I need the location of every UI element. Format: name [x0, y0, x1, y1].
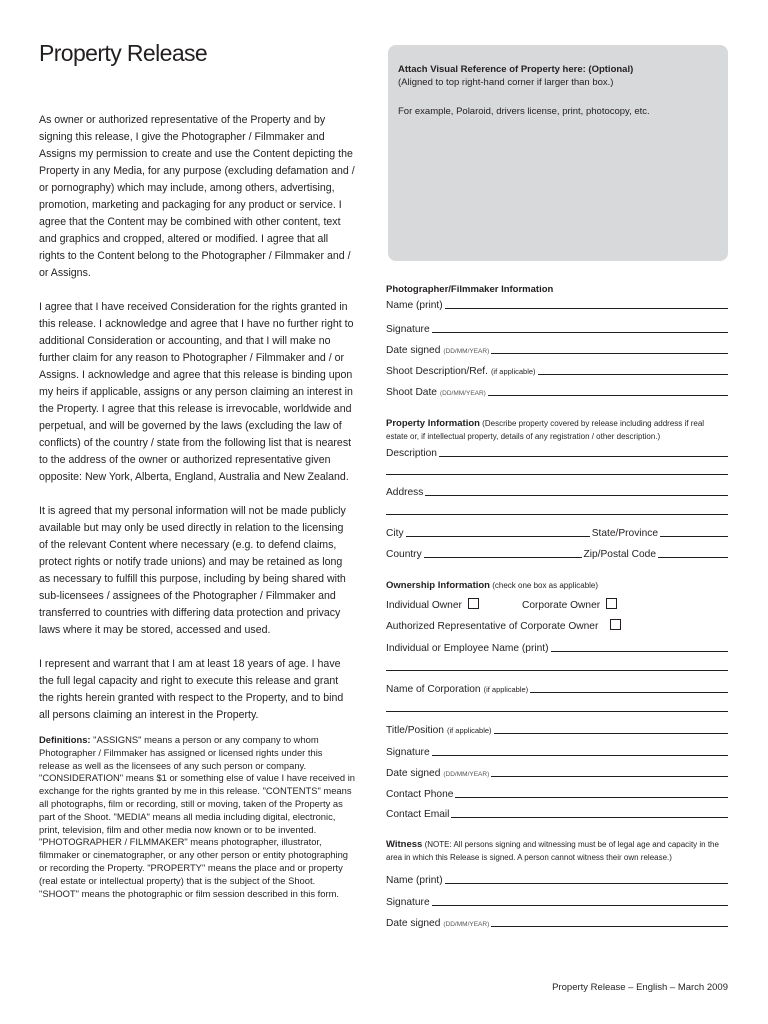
title-position-note: (if applicable) — [446, 726, 492, 735]
employee-name-line-2[interactable] — [386, 670, 728, 671]
country-label: Country — [386, 549, 422, 560]
attach-box-subtitle: (Aligned to top right-hand corner if larger than box.) — [398, 77, 614, 88]
terms-paragraph-privacy: It is agreed that my personal information will not be made publicly available but may only be used directly in relation to the licensing of the relevant Content where necessary (e.g. to defend claims, protect rights or notify trade unions) and may be retained as long as necessary to fulfill this purpose, including by being shared with sub-licensees / assignees of the Photographer / Filmmaker and transferred to countries with differing data protection and privacy laws where it may be stored, accessed and used. — [39, 505, 346, 636]
witness-date-field[interactable] — [386, 915, 728, 929]
definitions-text: "ASSIGNS" means a person or any company to whom Photographer / Filmmaker has assigned or licensed rights under this release as well as the licensees of any such person or company. "CONSIDERATION" means $1 or something else of value I have received in exchange for the rights granted by me in this release. "CONTENTS" means all photographs, film or recording, still or moving, taken of the Property as part of the Shoot. "MEDIA" means all media including digital, electronic, print, television, film and other media now known or to be invented. "PHOTOGRAPHER / FILMMAKER" means photographer, illustrator, filmmaker or cinematographer, or any other person or entity photographing or recording the Property. "PROPERTY" means the place and or property (real estate or intellectual property) that is the subject of the Shoot. "SHOOT" means the photographic or film session described in this form. — [39, 734, 355, 899]
shoot-description-line[interactable] — [538, 374, 728, 375]
attach-box-example: For example, Polaroid, drivers license, print, photocopy, etc. — [398, 106, 650, 117]
city-label: City — [386, 528, 404, 539]
witness-date-text: Date signed — [386, 918, 441, 929]
witness-signature-label: Signature — [386, 897, 430, 908]
shoot-date-line[interactable] — [488, 395, 728, 396]
corporate-owner-label: Corporate Owner — [522, 600, 601, 611]
country-line[interactable] — [424, 557, 582, 558]
property-address-line-2[interactable] — [386, 514, 728, 515]
photographer-section-heading — [386, 283, 728, 296]
corporation-name-text: Name of Corporation — [386, 684, 481, 695]
photographer-date-label — [386, 345, 491, 356]
owner-signature-line[interactable] — [432, 755, 728, 756]
terms-paragraph-consideration: I agree that I have received Consideration for the rights granted in this release. I acknowledge and agree that I have no further right to additional Consideration or accounting, and that I will make no further claim for any reason to Photographer / Filmmaker and / or Assigns. I acknowledge and agree that this release is binding upon my heirs if applicable, assigns or any person claiming an interest in the Property. I agree that this release is irrevocable, worldwide and perpetual, and will be governed by the laws (excluding the law of conflicts) of the country / state from the following list that is nearest to the address of the owner or authorized representative given opposite: New York, Alberta, England, Australia and New Zealand. — [39, 301, 354, 483]
contact-phone-label: Contact Phone — [386, 789, 454, 800]
title-position-text: Title/Position — [386, 725, 444, 736]
contact-email-label: Contact Email — [386, 809, 450, 820]
property-address-label: Address — [386, 487, 424, 498]
property-address-field[interactable] — [386, 484, 728, 498]
witness-date-format: (DD/MM/YEAR) — [443, 921, 490, 928]
contact-email-line[interactable] — [451, 817, 728, 818]
witness-signature-field[interactable] — [386, 894, 728, 908]
photographer-signature-line[interactable] — [432, 332, 728, 333]
attach-box-title: Attach Visual Reference of Property here: (Optional) — [398, 64, 634, 75]
witness-section-heading — [386, 838, 728, 864]
authorized-representative-label: Authorized Representative of Corporate Owner — [386, 621, 599, 632]
state-line[interactable] — [660, 536, 728, 537]
corporate-owner-option[interactable] — [522, 598, 617, 611]
shoot-date-field[interactable] — [386, 384, 728, 398]
property-note: (Describe property covered by release including address if real estate or, if intellectual property, details of any registration / other description.) — [386, 419, 705, 441]
photographer-heading: Photographer/Filmmaker Information — [386, 284, 554, 295]
photographer-date-field[interactable] — [386, 342, 728, 356]
photographer-signature-label: Signature — [386, 324, 430, 335]
shoot-description-text: Shoot Description/Ref. — [386, 366, 488, 377]
definitions-label: Definitions: — [39, 734, 91, 745]
property-description-field[interactable] — [386, 445, 728, 459]
country-zip-row — [386, 546, 728, 560]
terms-paragraph-permission: As owner or authorized representative of the Property and by signing this release, I give the Photographer / Filmmaker and Assigns my permission to create and use the Content depicting the Property in any Media, for any purpose (excluding defamation and / or pornography) which may include, among others, advertising, promotion, marketing and packaging for any product or service. I agree that the Content may be combined with other content, text and graphics and cropped, altered or modified. I agree that all rights to the Content belong to the Photographer / Filmmaker and / or Assigns. — [39, 114, 355, 279]
owner-date-format: (DD/MM/YEAR) — [443, 771, 490, 778]
photographer-date-text: Date signed — [386, 345, 441, 356]
individual-owner-label: Individual Owner — [386, 600, 462, 611]
zip-line[interactable] — [658, 557, 728, 558]
contact-email-field[interactable] — [386, 806, 728, 820]
shoot-date-text: Shoot Date — [386, 387, 437, 398]
property-heading: Property Information — [386, 418, 480, 429]
employee-name-field[interactable] — [386, 640, 728, 654]
document-footer: Property Release – English – March 2009 — [552, 982, 728, 993]
corporation-name-line[interactable] — [530, 692, 728, 693]
owner-signature-label: Signature — [386, 747, 430, 758]
photographer-name-label: Name (print) — [386, 300, 443, 311]
corporation-name-note: (if applicable) — [483, 685, 529, 694]
owner-signature-field[interactable] — [386, 744, 728, 758]
individual-owner-option[interactable] — [386, 598, 479, 611]
witness-note: (NOTE: All persons signing and witnessing must be of legal age and capacity in the area in which this Release is signed. A person cannot witness their own release.) — [386, 840, 719, 862]
shoot-description-field[interactable] — [386, 363, 728, 377]
property-description-line-2[interactable] — [386, 474, 728, 475]
ownership-section-heading — [386, 579, 728, 592]
photographer-date-line[interactable] — [491, 353, 728, 354]
corporation-name-line-2[interactable] — [386, 711, 728, 712]
authorized-representative-checkbox[interactable] — [610, 619, 621, 630]
witness-signature-line[interactable] — [432, 905, 728, 906]
photographer-name-line[interactable] — [445, 308, 728, 309]
city-state-row — [386, 525, 728, 539]
shoot-date-format: (DD/MM/YEAR) — [439, 390, 486, 397]
zip-label: Zip/Postal Code — [583, 549, 656, 560]
corporation-name-field[interactable] — [386, 681, 728, 695]
photographer-signature-field[interactable] — [386, 321, 728, 335]
photographer-name-field[interactable] — [386, 297, 728, 311]
witness-date-line[interactable] — [491, 926, 728, 927]
witness-name-label: Name (print) — [386, 875, 443, 886]
employee-name-label: Individual or Employee Name (print) — [386, 643, 549, 654]
page-title: Property Release — [39, 40, 208, 66]
owner-date-line[interactable] — [491, 776, 728, 777]
city-line[interactable] — [406, 536, 590, 537]
individual-owner-checkbox[interactable] — [468, 598, 479, 609]
shoot-description-note: (if applicable) — [490, 367, 536, 376]
witness-date-label — [386, 918, 491, 929]
employee-name-line[interactable] — [551, 651, 728, 652]
shoot-description-label — [386, 366, 538, 377]
definitions — [39, 734, 355, 900]
authorized-representative-option[interactable] — [386, 619, 621, 632]
ownership-note: (check one box as applicable) — [489, 581, 599, 590]
property-section-heading — [386, 417, 728, 443]
title-position-field[interactable] — [386, 722, 728, 736]
witness-name-field[interactable] — [386, 872, 728, 886]
ownership-heading: Ownership Information — [386, 580, 490, 591]
corporate-owner-checkbox[interactable] — [606, 598, 617, 609]
state-label: State/Province — [591, 528, 658, 539]
release-terms — [39, 112, 355, 900]
property-address-line[interactable] — [425, 495, 728, 496]
visual-reference-attach-area[interactable] — [388, 45, 728, 261]
photographer-date-format: (DD/MM/YEAR) — [443, 348, 490, 355]
owner-date-label — [386, 768, 491, 779]
property-description-label: Description — [386, 448, 437, 459]
witness-name-line[interactable] — [445, 883, 728, 884]
contact-phone-line[interactable] — [455, 797, 728, 798]
corporation-name-label — [386, 684, 530, 695]
title-position-line[interactable] — [494, 733, 728, 734]
owner-date-text: Date signed — [386, 768, 441, 779]
terms-paragraph-warranty: I represent and warrant that I am at least 18 years of age. I have the full legal capacity and right to execute this release and grant the rights herein granted with respect to the Property, and to bind all persons claiming an interest in the Property. — [39, 658, 344, 721]
contact-phone-field[interactable] — [386, 786, 728, 800]
owner-date-field[interactable] — [386, 765, 728, 779]
witness-heading: Witness — [386, 839, 423, 850]
property-description-line[interactable] — [439, 456, 728, 457]
shoot-date-label — [386, 387, 488, 398]
title-position-label — [386, 725, 494, 736]
